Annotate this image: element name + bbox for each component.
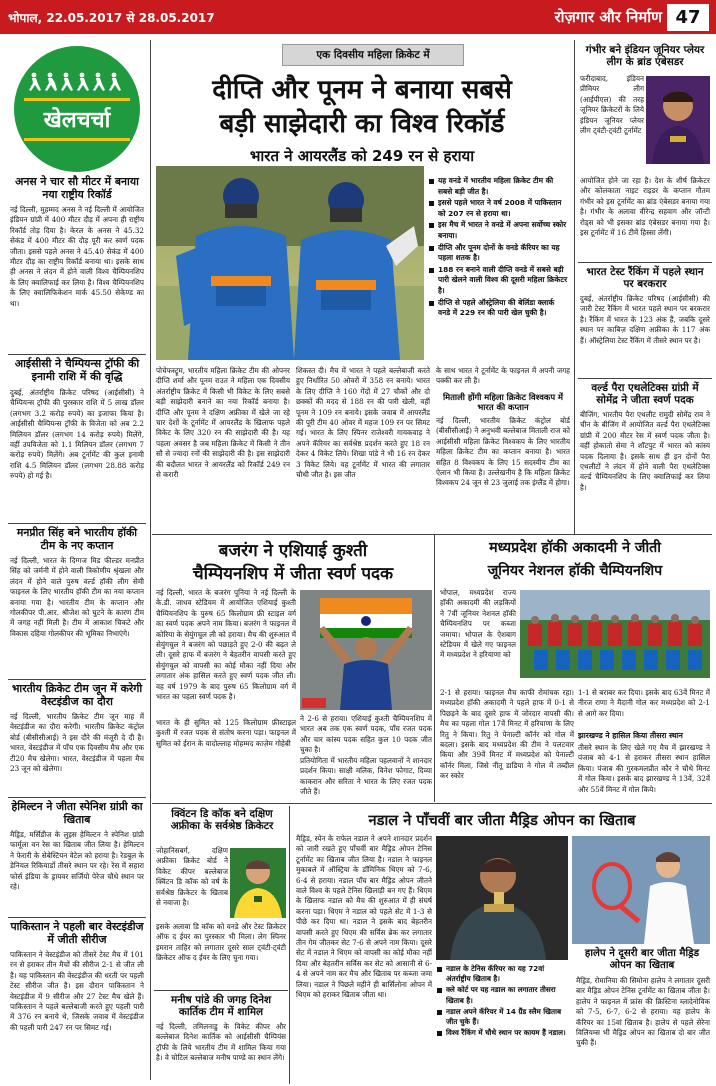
middle-rule bbox=[152, 803, 712, 804]
right-article-1-title: गंभीर बने इंडियन जूनियर प्लेयर लीग के ब्रांड एंबेसडर bbox=[585, 44, 705, 69]
masthead-date: भोपाल, 22.05.2017 से 28.05.2017 bbox=[8, 11, 215, 25]
wrestling-right-rule bbox=[434, 534, 435, 802]
left-article-5-text: मैड्रिड, मर्सिडीज के लुइस हेमिल्टन ने स्पेनिश ग्रांप्री फार्मूला वन रेस का खिताब जीत लिया है। हेमिल्टन ने फेरारी के सेबेस्टियन वेटेल को हराया है। रेडबुल के डेनियल रिकियार्डो तीसरे स्थान पर रहे। रेस में सहारा फोर्स इंडिया के ड्रायवर सर्जियो पेरेज चौथे स्थान पर रहे। bbox=[10, 830, 144, 892]
left-article-1-text: नई दिल्ली, मुहम्मद अनस ने नई दिल्ली में आयोजित इंडियन ग्रांप्री में 400 मीटर दौड़ में अपना ही राष्ट्रीय रिकॉर्ड तोड़ दिया है। केरल के अनस ने 45.32 सेकंड में 400 मीटर की दौड़ पूरी कर स्वर्ण पदक जीता। इससे पहले अनस ने 45.40 सेकंड में 400 मीटर दौड़ का राष्ट्रीय रिकॉर्ड बनाया था। इसके साथ ही अनस ने लंदन में होने वाली विश्व चैम्पियनशिप के लिए क्वालिफाई कर लिया है। विश्व चैम्पियनशिप के लिए क्वालिफिकेशन मार्क 45.50 सेकेण्ड का था। bbox=[10, 205, 144, 308]
logo-divider-top bbox=[24, 98, 130, 101]
wrestling-text-b: भारत के ही सुमित को 125 किलोग्राम फ्रीस्टाइल कुश्ती में रजत पदक से संतोष करना पड़ा। फाइनल में सुमित को ईरान के यादोल्लाह मोहम्मद काज़ेम गोहेबी bbox=[156, 718, 296, 748]
hockey-text-a: भोपाल, मध्यप्रदेश राज्य हॉकी अकादमी की लड़कियों ने 7वीं जूनियर नेशनल हॉकी चैम्पियनशिप पर कब्जा जमाया। भोपाल के ऐशबाग स्टेडियम में खेले गए फाइनल में मध्यप्रदेश ने हरियाणा को bbox=[440, 588, 516, 660]
wrestling-text-d: प्रतियोगिता में भारतीय महिला पहलवानों ने शानदार प्रदर्शन किया। साक्षी मलिक, विनेश फोगाट, दिव्या काकरान और सरिता ने भारत के लिए रजत पदक जीते हैं। bbox=[300, 756, 432, 797]
main-bullets bbox=[428, 176, 568, 320]
kock-text-b: इसके अलावा डि कॉक को वनडे और टेस्ट क्रिकेटर ऑफ द ईयर का पुरस्कार भी मिला। लेग स्पिनर इमरान ताहिर को लगातार दूसरे साल ट्वंटी-ट्वंटी क्रिकेटर ऑफ द ईयर के लिए चुना गया। bbox=[156, 922, 286, 963]
nadal-bullets bbox=[436, 964, 568, 1039]
nadal-photo bbox=[436, 836, 568, 960]
nadal-bullet: नडाल के टेनिस कॅरियर का यह 72वां अंतर्राष्ट्रीय खिताब है। bbox=[436, 964, 568, 984]
main-bullet: दीप्ति और पूनम दोनों के वनडे कॅरियर का यह पहला शतक है। bbox=[428, 243, 568, 264]
hockey-headline-line-1: मध्यप्रदेश हॉकी अकादमी ने जीती bbox=[489, 540, 661, 556]
bajrang-photo bbox=[300, 590, 432, 710]
cricket-players-photo bbox=[156, 166, 424, 360]
wrestling-headline-line-1: बजरंग ने एशियाई कुश्ती bbox=[218, 541, 368, 561]
left-rule-1 bbox=[8, 354, 146, 355]
left-article-1-title: अनस ने चार सौ मीटर में बनाया नया राष्ट्रीय रिकॉर्ड bbox=[15, 175, 139, 201]
nadal-bullet: नडाल अपने कॅरियर में 14 ग्रैंड स्लैम खिताब जीत चुके हैं। bbox=[436, 1007, 568, 1027]
hockey-text-b: 2-1 से हराया। फाइनल मैच काफी रोमांचक रहा। मध्यप्रदेश हॉकी अकादमी ने पहले हाफ में 0-1 से पिछड़ने के बाद दूसरे हाफ में जोरदार वापसी की। मैच का पहला गोल 17वें मिनट में हरियाणा के लिए रितु ने किया। रितु ने पेनाल्टी कॉर्नर को गोल में बदला। इसके बाद मध्यप्रदेश की टीम ने पलटवार किया और 39वें मिनट में मध्यप्रदेश को पेनाल्टी कॉर्नर मिला, जिसे नीतू डाडिया ने गोल में तब्दील कर स्कोर bbox=[440, 688, 574, 781]
right-rule-1 bbox=[578, 262, 712, 263]
hockey-subhead: झारखण्ड ने हासिल किया तीसरा स्थान bbox=[578, 731, 683, 740]
nadal-text: मैड्रिड, स्पेन के राफेल नडाल ने अपने शानदार प्रदर्शन को जारी रखते हुए पाँचवीं बार मैड्रिड ओपन टेनिस टूर्नामेंट का खिताब जीत लिया है। नडाल ने फाइनल मुकाबले में ऑस्ट्रिया के डॉमिनिक थिएम को 7-6, 6-4 से हराया। नडाल पाँच बार मैड्रिड ओपन जीतने वाले विश्व के पहले टेनिस खिलाड़ी बन गए हैं। थिएम के खिलाफ नडाल को मैच की शुरुआत में ही संघर्ष करना पड़ा। थिएम ने नडाल को पहले सेट में 1-3 से पीछे कर दिया था। नडाल ने इसके बाद बेहतरीन वापसी करते हुए थिएम की सर्विस ब्रेक कर लगातार तीन गेम जीतकर सेट 7-6 से अपने नाम किया। दूसरे सेट में नडाल ने थिएम को वापसी का कोई मौका नहीं दिया और बेहतरीन सर्विस कर सेट को आसानी से 6-4 से अपने नाम कर मैच और खिताब पर कब्जा जमा लिया। नडाल ने पिछले महीने ही बार्सिलोना ओपन में थिएम को हराकर खिताब जीता था। bbox=[296, 834, 432, 1000]
left-rule-2 bbox=[8, 523, 146, 524]
main-col-3-subhead: मिताली होंगी महिला क्रिकेट विश्वकप में भारत की कप्तान bbox=[442, 392, 563, 412]
right-article-2-text: दुबई, अंतर्राष्ट्रीय क्रिकेट परिषद (आईसीसी) की जारी टेस्ट रैंकिंग में भारत पहले स्थान पर बरकरार है। रैंकिंग में भारत के 123 अंक हैं, जबकि दूसरे स्थान पर काबिज़ दक्षिण अफ्रीका के 117 अंक हैं। ऑस्ट्रेलिया टेस्ट रैंकिंग में तीसरे स्थान पर है। bbox=[580, 294, 710, 345]
right-article-1-text-b: आयोजित होने जा रहा है। देश के शीर्ष क्रिकेटर और कोलकाता नाइट राइडर के कप्तान गौतम गंभीर को इस टूर्नामेंट का ब्रांड एंबेसडर बनाया गया है। गंभीर के अलावा वीरेन्द्र सहवाग और जॉन्टी रोड्स को भी इसका ब्रांड एंबेसडर बनाया गया है। इस टूर्नामेंट में 16 टीमें हिस्सा लेंगी। bbox=[580, 176, 710, 238]
left-rule-3 bbox=[8, 679, 146, 680]
left-article-2-text: दुबई, अंतर्राष्ट्रीय क्रिकेट परिषद (आईसीसी) ने चैम्पियन्स ट्रॉफी की पुरस्कार राशि में 5 लाख डॉलर (लगभग 3.2 करोड़ रुपये) का इजाफा किया है। आईसीसी चैम्पियन्स ट्रॉफी के विजेता को अब 2.2 मिलियन डॉलर (लगभग 14 करोड़ रुपये) मिलेंगे, वहीं उपविजेता को 1.1 मिलियन डॉलर (लगभग 7 करोड़ रुपये) मिलेंगे। अब टूर्नामेंट की कुल इनामी राशि 4.5 मिलियन डॉलर (लगभग 28.88 करोड़ रुपये) हो गई है। bbox=[10, 388, 144, 481]
right-rule-2 bbox=[578, 378, 712, 379]
nadal-headline: नडाल ने पाँचवीं बार जीता मैड्रिड ओपन का खिताब bbox=[368, 812, 636, 829]
hockey-text-c: 1-1 से बराबर कर दिया। इसके बाद 63वें मिनट में नीरज राणा ने मैदानी गोल कर मध्यप्रदेश को 2-1 से आगे कर दिया। bbox=[578, 688, 710, 718]
left-article-3-text: नई दिल्ली, भारत के दिग्गज मिड फील्डर मनप्रीत सिंह को जर्मनी में होने वाली त्रिकोणीय श्रृंखला और लंदन में होने वाले पुरुष वर्ल्ड हॉकी लीग सेमी फाइनल के लिए भारतीय हॉकी टीम का नया कप्तान बनाया गया है। भारतीय टीम के कप्तान और गोलकीपर पी.आर. श्रीजेश को घुटने के कारण टीम में जगह नहीं मिली है। टीम में आकाश चिकटे और विकास दहिया गोलकीपर की भूमिका निभाएंगे। bbox=[10, 556, 144, 638]
main-text-col-3: नई दिल्ली, भारतीय क्रिकेट कंट्रोल बोर्ड (बीसीसीआई) ने अनुभवी बल्लेबाज मिताली राज को आईसीसी महिला क्रिकेट विश्वकप के लिए भारतीय महिला क्रिकेट टीम का कप्तान बनाया है। भारत सहित 8 विश्वकप के लिए 15 सदस्यीय टीम का ऐलान भी किया है। उल्लेखनीय है कि महिला क्रिकेट विश्वकप 24 जून से 23 जुलाई तक इंग्लैंड में होगा। bbox=[436, 416, 570, 488]
halep-photo bbox=[572, 836, 710, 944]
karthik-text: नई दिल्ली, तमिलनाडु के विकेट कीपर और बल्लेबाज दिनेश कार्तिक को आईसीसी चैम्पियंस ट्रॉफी के लिये भारतीय टीम में शामिल किया गया है। वे चोटिल बल्लेबाज मनीष पाण्डे का स्थान लेंगे। bbox=[156, 1022, 286, 1063]
logo-text: खेलचर्चा bbox=[43, 108, 111, 133]
halep-title: हालेप ने दूसरी बार जीता मैड्रिड ओपन का खिताब bbox=[584, 948, 700, 972]
main-bullet: इस मैच में भारत ने वनडे में अपना सर्वोच्च स्कोर बनाया। bbox=[428, 220, 568, 241]
main-subhead: भारत ने आयरलैंड को 249 रन से हराया bbox=[249, 147, 475, 165]
left-article-4-title: भारतीय क्रिकेट टीम जून में करेगी वेस्टइंडीज का दौरा bbox=[11, 682, 143, 708]
wrestling-text-c: ने 2-6 से हराया। एशियाई कुश्ती चैम्पियनशिप में भारत अब तक एक स्वर्ण पदक, पाँच रजत पदक और चार कांस्य पदक सहित कुल 10 पदक जीत चुका है। bbox=[300, 714, 432, 754]
main-headline-line-1: दीप्ति और पूनम ने बनाया सबसे bbox=[212, 75, 512, 105]
left-article-5-title: हेमिल्टन ने जीता स्पेनिश ग्रांप्री का खिताब bbox=[11, 800, 143, 826]
de-kock-photo bbox=[230, 848, 286, 918]
nadal-bullet: विश्व रैंकिंग में चौथे स्थान पर कायम हैं नडाल। bbox=[436, 1028, 568, 1038]
left-article-2-title: आईसीसी ने चैम्पियन्स ट्रॉफी की इनामी राशि में की वृद्धि bbox=[14, 357, 140, 383]
left-article-6-title: पाकिस्तान ने पहली बार वेस्टइंडीज में जीती सीरीज bbox=[10, 920, 144, 946]
main-right-rule bbox=[574, 40, 575, 534]
hockey-headline-line-2: जूनियर नेशनल हॉकी चैम्पियनशिप bbox=[487, 563, 663, 579]
main-bullet: इससे पहले भारत ने वर्ष 2008 में पाकिस्तान को 207 रन से हराया था। bbox=[428, 198, 568, 219]
kock-text-a: जोहानिसबर्ग, दक्षिण अफ्रीका क्रिकेट बोर्ड ने विकेट कीपर बल्लेबाज क्विंटन डि कॉक को वर्ष के सर्वश्रेष्ठ क्रिकेटर के खिताब से नवाजा है। bbox=[156, 846, 228, 908]
main-bullet: यह वनडे में भारतीय महिला क्रिकेट टीम की सबसे बड़ी जीत है। bbox=[428, 176, 568, 197]
main-bottom-rule bbox=[152, 534, 712, 535]
left-article-4-text: नई दिल्ली, भारतीय क्रिकेट टीम जून माह में वेस्टइंडीज का दौरा करेगी। भारतीय क्रिकेट कंट्रोल बोर्ड (बीसीसीआई) ने इस दौरे की मंजूरी दे दी है। भारत, वेस्टइंडीज में पाँच एक दिवसीय मैच और एक टी20 मैच खेलेगा। भारत, वेस्टइंडीज में पहला मैच 23 जून को खेलेगा। bbox=[10, 712, 144, 774]
runner-icons bbox=[28, 72, 126, 92]
main-text-col-1: पोचेफस्ट्रूम, भारतीय महिला क्रिकेट टीम की ओपनर दीप्ति शर्मा और पूनम राउत ने महिला एक दिवसीय अंतर्राष्ट्रीय क्रिकेट में किसी भी विकेट के लिए सबसे बड़ी साझेदारी बनाने का नया रिकॉर्ड बनाया है। दीप्ति और पूनम ने दक्षिण अफ्रीका में खेले जा रहे चार देशों के टूर्नामेंट में आयरलैंड के खिलाफ पहले विकेट के लिए 320 रन की साझेदारी की है। यह पहला अवसर है जब महिला क्रिकेट में किसी ने तीन सौ से ज्यादा रनों की साझेदारी की है। इस साझेदारी की बदौलत भारत ने आयरलैंड को रिकॉर्ड 249 रन से करारी bbox=[156, 366, 290, 480]
left-rule-5 bbox=[8, 917, 146, 918]
karthik-title: मनीष पांडे की जगह दिनेश कार्तिक टीम में शामिल bbox=[170, 994, 272, 1019]
wrestling-text-a: नई दिल्ली, भारत के बजरंग पूनिया ने नई दिल्ली के के.डी. जाधव स्टेडियम में आयोजित एशियाई कुश्ती चैम्पियनशिप के पुरुष 65 किलोग्राम फ्री स्टाइल वर्ग का स्वर्ण पदक अपने नाम किया। बजरंग ने फाइनल में कोरिया के सेयुंगचुल ली को हराया। मैच की शुरुआत में सेयुंगचुल ने बजरंग को पछाड़ते हुए 2-0 की बढ़त ले ली। दूसरे हाफ में बजरंग ने बेहतरीन वापसी करते हुए सेयुंगचुल को वापसी का कोई मौका नहीं दिया और लगातार अंक हासिल करते हुए स्वर्ण पदक जीत ली। वह वर्ष 1979 के बाद पुरुष 65 किलोग्राम वर्ग में भारत का पहला स्वर्ण पदक है। bbox=[156, 588, 296, 702]
main-text-col-2: शिकस्त दी। मैच में भारत ने पहले बल्लेबाजी करते हुए निर्धारित 50 ओवरों में 358 रन बनाये। भारत के लिए दीप्ति ने 160 गेंदों में 27 चौकों और दो छक्कों की मदद से 188 रन की पारी खेली, वहीं पूनम ने 109 रन बनाये। इसके जवाब में आयरलैंड की पूरी टीम 40 ओवर में महज 109 रन पर सिमट गई। भारत के लिए स्पिनर राजेश्वरी गायकवाड़ ने अपने कॅरियर का सर्वश्रेष्ठ प्रदर्शन करते हुए 18 रन देकर 4 विकेट लिये। शिखा पांडे ने भी 16 रन देकर 3 विकेट लिये। यह टूर्नामेंट में भारत की लगातार चौथी जीत है। इस जीत bbox=[296, 366, 430, 480]
halep-text: मैड्रिड, रोमानिया की सिमोना हालेप ने लगातार दूसरी बार मैड्रिड ओपन टेनिस टूर्नामेंट का खिताब जीता है। हालेप ने फाइनल में फ्रांस की क्रिस्टिना म्लादेनोविक को 7-5, 6-7, 6-2 से हराया। यह हालेप के कॅरियर का 15वां खिताब है। हालेप से पहले सेरेना विलियम्स भी मैड्रिड ओपन का खिताब दो बार जीत चुकी हैं। bbox=[576, 976, 710, 1048]
hockey-text-d: तीसरे स्थान के लिए खेले गए मैच में झारखण्ड ने पंजाब को 4-1 से हराकर तीसरा स्थान हासिल किया। पंजाब की गुरकमलप्रीत कौर ने चौथे मिनट में गोल किया। इसके बाद झारखण्ड ने 13वें, 32वें और 55वें मिनट में गोल किये। bbox=[578, 743, 710, 794]
gambhir-photo bbox=[646, 76, 710, 164]
right-article-3-text: बीजिंग, भारतीय पैरा एथलीट रामुदी सोमेंद्र राव ने चीन के बीजिंग में आयोजित वर्ल्ड पैरा एथलेटिक्स ग्रांप्री में 200 मीटर रेस में स्वर्ण पदक जीता है। वहीं होकातो सेमा ने शॉटपुट में भारत को कांस्य पदक दिलाया है। इसके साथ ही इन दोनों पैरा एथलीटों ने लंदन में होने वाली पैरा एथलेटिक्स वर्ल्ड चैम्पियनशिप के लिए क्वालिफाई कर लिया है। bbox=[580, 410, 710, 492]
hockey-team-photo bbox=[520, 590, 710, 678]
main-headline-line-2: बड़ी साझेदारी का विश्व रिकॉर्ड bbox=[219, 109, 505, 139]
logo-divider-bottom bbox=[24, 138, 130, 141]
right-article-3-title: वर्ल्ड पैरा एथलेटिक्स ग्रांप्री में सोमेंद्र ने जीता स्वर्ण पदक bbox=[591, 382, 699, 407]
right-article-1-text-a: फरीदाबाद, इंडियन प्रीमियर लीग (आईपीएल) की तरह जूनियर क्रिकेटरों के लिये इंडियन जूनियर प्लेयर लीग ट्वंटी-ट्वंटी टूर्नामेंट bbox=[580, 74, 644, 136]
main-text-col-3-top: के साथ भारत ने टूर्नामेंट के फाइनल में अपनी जगह पक्की कर ली है। bbox=[436, 366, 570, 386]
left-rule-4 bbox=[8, 797, 146, 798]
page-number: 47 bbox=[667, 4, 709, 31]
wrestling-headline-line-2: चैम्पियनशिप में जीता स्वर्ण पदक bbox=[192, 564, 394, 584]
kock-title: क्विंटन डि कॉक बने दक्षिण अफ्रीका के सर्वश्रेष्ठ क्रिकेटर bbox=[170, 808, 274, 833]
left-article-3-title: मनप्रीत सिंह बने भारतीय हॉकी टीम के नए कप्तान bbox=[16, 526, 138, 552]
section-logo bbox=[14, 46, 140, 172]
main-bullet: 188 रन बनाने वाली दीप्ति वनडे में सबसे बड़ी पारी खेलने वाली विश्व की दूसरी महिला क्रिकेटर है। bbox=[428, 265, 568, 297]
main-kicker: एक दिवसीय महिला क्रिकेट में bbox=[282, 44, 464, 66]
right-article-2-title: भारत टेस्ट रैंकिंग में पहले स्थान पर बरकरार bbox=[586, 266, 704, 291]
main-bullet: दीप्ति से पहले ऑस्ट्रेलिया की बेलिंडा क्लार्क वनडे में 229 रन की पारी खेल चुकी है। bbox=[428, 298, 568, 319]
left-article-6-text: पाकिस्तान ने वेस्टइंडीज को तीसरे टेस्ट मैच में 101 रन से हराकर तीन मैचों की सीरीज 2-1 से जीत ली है। यह पाकिस्तान की वेस्टइंडीज की धरती पर पहली टेस्ट सीरीज जीत है। इस दौरान पाकिस्तान ने वेस्टइंडीज में 9 सीरीज और 27 टेस्ट मैच खेले हैं। पाकिस्तान ने पहले बल्लेबाजी करते हुए पहली पारी में 376 रन बनाये थे, जिसके जवाब में वेस्टइंडीज की पहली पारी 247 रन पर सिमट गई। bbox=[10, 950, 144, 1032]
nadal-bullet: क्ले कोर्ट पर यह नडाल का लगातार तीसरा खिताब है। bbox=[436, 985, 568, 1005]
kock-rule bbox=[154, 990, 288, 991]
masthead-brand: रोज़गार और निर्माण bbox=[554, 8, 662, 26]
left-column-rule bbox=[150, 40, 151, 1080]
